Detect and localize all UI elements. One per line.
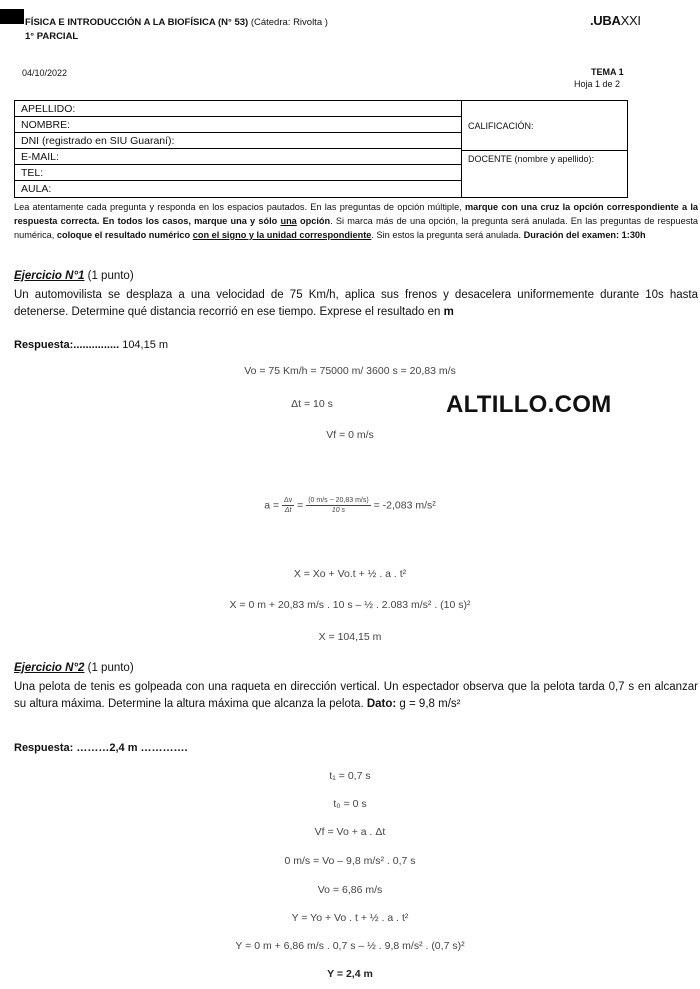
field-dni: DNI (registrado en SIU Guaraní): (15, 133, 461, 149)
ej1-answer: Respuesta:............... 104,15 m (14, 339, 169, 351)
student-id-box (14, 100, 628, 198)
ej2-eq-substitution-v: 0 m/s = Vo – 9,8 m/s² . 0,7 s (284, 855, 416, 867)
field-aula: AULA: (21, 183, 52, 195)
tema-label: TEMA 1 (591, 67, 624, 77)
page-counter: Hoja 1 de 2 (574, 79, 621, 89)
grading-divider (462, 150, 627, 151)
exam-name: 1° PARCIAL (25, 31, 79, 42)
uba-xxi-logo: .UBAXXI (590, 13, 641, 28)
field-docente: DOCENTE (nombre y apellido): (468, 154, 595, 164)
field-nombre: NOMBRE: (15, 117, 461, 133)
ej2-eq-position: Y = Yo + Vo . t + ½ . a . t² (291, 912, 409, 924)
ej1-eq-dt: Δt = 10 s (291, 398, 333, 410)
field-calificacion: CALIFICACIÓN: (468, 121, 534, 131)
field-apellido: APELLIDO: (15, 101, 461, 117)
ej2-statement: Una pelota de tenis es golpeada con una raqueta en dirección vertical. Un espectador observa que la pelota tarda 0,7 s en alcanzar su altura máxima. Determine la altura máxima que alcanza la pelota. Dato: g = 9,8 m/s² (14, 681, 698, 710)
course-title: FÍSICA E INTRODUCCIÓN A LA BIOFÍSICA (N° 53) (Cátedra: Rivolta ) (25, 17, 328, 28)
field-tel: TEL: (15, 165, 461, 181)
ej2-answer: Respuesta: ………2,4 m …………. (14, 742, 188, 754)
instructions: Lea atentamente cada pregunta y responda en los espacios pautados. En las preguntas de opción múltiple, marque con una cruz la opción correspondiente a la respuesta correcta. En todos los casos, marque una y sólo una opción. Si marca más de una opción, la pregunta será anulada. En las preguntas de respuesta numérica, coloque el resultado numérico con el signo y la unidad correspondiente. Sin estos la pregunta será anulada. Duración del examen: 1:30h (14, 202, 699, 240)
student-fields (15, 101, 462, 197)
ej1-eq-substitution: X = 0 m + 20,83 m/s . 10 s – ½ . 2.083 m/s² . (10 s)² (229, 599, 471, 611)
ej2-eq-vo: Vo = 6,86 m/s (317, 884, 383, 896)
ej2-eq-vf: Vf = Vo + a . Δt (314, 826, 386, 838)
ej2-eq-substitution-y: Y = 0 m + 6,86 m/s . 0,7 s – ½ . 9,8 m/s² . (0,7 s)² (235, 940, 465, 952)
grading-fields (462, 101, 627, 197)
ej1-title: Ejercicio N°1 (1 punto) (14, 270, 134, 282)
ej1-eq-position: X = Xo + Vo.t + ½ . a . t² (293, 568, 407, 580)
ej2-eq-t1: t₁ = 0,7 s (329, 770, 371, 782)
ej1-eq-vo: Vo = 75 Km/h = 75000 m/ 3600 s = 20,83 m/s (244, 365, 456, 377)
ej2-eq-result: Y = 2,4 m (327, 968, 373, 980)
exam-date: 04/10/2022 (22, 68, 68, 78)
fraction-dv-dt: $\frac{\Delta v}{\Delta t}$ (284, 497, 293, 514)
ej2-eq-t0: t₀ = 0 s (333, 798, 367, 810)
ej1-statement: Un automovilista se desplaza a una velocidad de 75 Km/h, aplica sus frenos y desacelera uniformemente durante 10s hasta detenerse. Determine qué distancia recorrió en ese tiempo. Exprese el resultado en m (14, 289, 698, 318)
ej1-eq-acceleration: a = $\frac{\Delta v}{\Delta t}$ = $\frac{(0 m/s - 20,83 m/s)}{10 s}$ = -2,083 m/s² (264, 497, 436, 514)
altillo-watermark: ALTILLO.COM (446, 391, 612, 418)
ej1-eq-result: X = 104,15 m (318, 631, 382, 643)
black-tab-mark (0, 9, 24, 24)
fraction-values: $\frac{(0 m/s - 20,83 m/s)}{10 s}$ (308, 497, 369, 514)
ej2-title: Ejercicio N°2 (1 punto) (14, 662, 134, 674)
field-email: E-MAIL: (15, 149, 461, 165)
ej1-eq-vf: Vf = 0 m/s (326, 429, 374, 441)
